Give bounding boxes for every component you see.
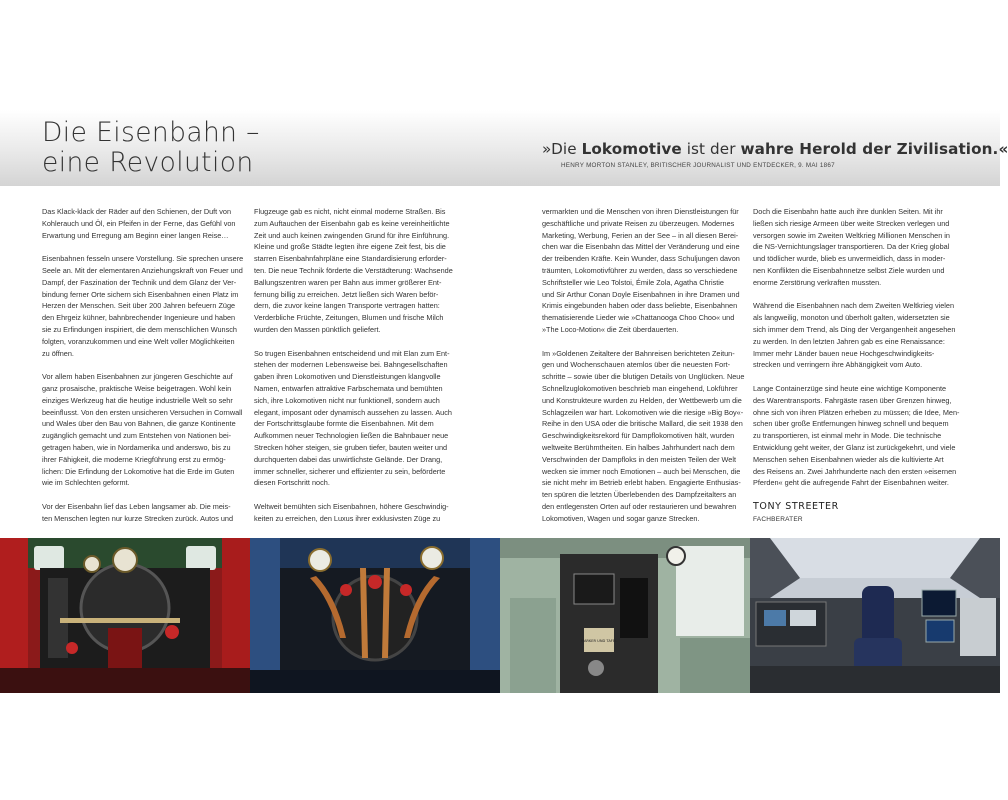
text-line: Doch die Eisenbahn hatte auch ihre dunklen Seiten. Mit ihr (753, 207, 943, 216)
text-line: des Reisens an. Zwei Jahrhunderte nach den ersten »eisernen (753, 466, 957, 476)
text-line: Entwicklung geht weiter, der Glanz ist zurückgekehrt, und viele (753, 442, 956, 452)
text-line: getragen haben, wie in Nordamerika und anderswo, bis zu (42, 442, 231, 452)
text-line: und tödlicher wurde, blieb es unvermeidlich, dass in moder- (753, 254, 946, 264)
text-line: Schlagzeilen war hart. Lokomotiven wie die riesige »Big Boy«- (542, 407, 744, 417)
page-title (42, 118, 260, 178)
text-line: zum Auftauchen der Eisenbahn gab es keine vereinheitlichte (254, 218, 450, 228)
paragraph (753, 300, 963, 371)
text-line: Immer mehr Länder bauen neue Hochgeschwindigkeits- (753, 348, 935, 358)
text-line: der treibenden Kräfte. Kein Wunder, dass Schuljungen davon (542, 254, 740, 264)
text-line: Dampf, der Faszination der Technik und dem Glanz der Ver- (42, 277, 237, 287)
text-line: weltweite Berühmtheiten. Ein halbes Jahrhundert nach dem (542, 442, 735, 452)
text-line: schritte – sowie über die blutigen Details von Unglücken. Neue (542, 372, 745, 382)
text-line: sich immer dem Trend, als Ding der Vergangenheit angesehen (753, 324, 956, 334)
steam-cab-blue-photo (250, 538, 500, 693)
text-line: keiten zu erreichen, den Luxus ihrer exklusivsten Züge zu (254, 513, 441, 523)
text-line: den Ehrgeiz kühner, bahnbrechender Ingenieure und haben (42, 313, 236, 323)
text-line: lichen: Die Erfindung der Lokomotive hat die Erde im Guten (42, 466, 235, 476)
text-line: träumten, Lokomotivführer zu werden, dass so verschiedene (542, 265, 738, 275)
quote-bold-2: wahre Herold der Zivilisation. (740, 140, 999, 158)
text-line: des Warentransports. Fahrgäste rasen über Grenzen hinweg, (753, 395, 952, 405)
text-line: Krimis eingebunden haben oder dass beliebte, Eisenbahnen (542, 301, 738, 311)
text-line: Pferden« geht die aufregende Fahrt der Eisenbahnen weiter. (753, 478, 949, 488)
plate-text: MARKER UND TAFEL (580, 639, 618, 643)
text-line: beeinflusst. Von den ersten unsicheren Versuchen in Cornwall (42, 407, 243, 417)
quote-bold-1: Lokomotive (581, 140, 682, 158)
text-line: elegant, imposant oder dynamisch aussehen zu lassen. Auch (254, 407, 452, 417)
text-line: einziges Werkzeug hat die heutige industrielle Welt so sehr (42, 395, 233, 405)
quote-close: « (998, 140, 1008, 158)
text-line: »The Loco-Motion« die Zeit überdauerten. (542, 324, 679, 334)
text-line: chen war die Eisenbahn das Mittel der Veränderung und eine (542, 242, 740, 252)
text-line: Lange Containerzüge sind heute eine wichtige Komponente (753, 383, 947, 393)
text-column-4 (753, 206, 963, 526)
text-line: Lokomotiven, Wagen und sogar ganze Strecken. (542, 513, 700, 523)
text-line: der Fortschrittsglaube formte die Eisenbahnen. Mit dem (254, 419, 434, 429)
text-line: Verderbliche Früchte, Zeitungen, Blumen und frische Milch (254, 313, 444, 323)
text-line: Namen, entwarfen attraktive Farbschemata und bemühten (254, 383, 443, 393)
pull-quote (542, 140, 1008, 158)
paragraph (42, 501, 252, 525)
text-line: Während die Eisenbahnen nach dem Zweiten Weltkrieg vielen (753, 301, 955, 311)
quote-mid: ist der (681, 140, 741, 158)
text-line: wurden den Massen pünktlich geliefert. (254, 324, 381, 334)
text-line: Das Klack-klack der Räder auf den Schienen, der Duft von (42, 207, 232, 216)
author-name: TONY STREETER (753, 500, 839, 512)
title-line-1: Die Eisenbahn – (42, 117, 260, 148)
paragraph (254, 206, 464, 336)
text-line: sie nicht mehr im Betrieb erlebt haben. Engagierte Enthusias- (542, 478, 741, 488)
text-line: zu öffnen. (42, 348, 74, 358)
paragraph (254, 348, 464, 490)
text-line: Aufkommen neuer Technologien ließen die Bahnbauer neue (254, 431, 449, 441)
text-column-2 (254, 206, 464, 536)
text-line: Menschen sehen Eisenbahnen wieder als die kultivierte Art (753, 454, 944, 464)
paragraph (542, 348, 752, 525)
text-line: durchquerten dabei das unwirtlichste Gelände. Der Drang, (254, 454, 443, 464)
text-line: und Sir Arthur Conan Doyle Eisenbahnen in ihre Dramen und (542, 289, 740, 299)
text-line: stehen der modernen Lebensweise bei. Bahngesellschaften (254, 360, 448, 370)
text-line: strecken und verringern ihre Abhängigkeit vom Auto. (753, 360, 923, 370)
text-line: fernung billig zu erreichen. Jetzt ließen sich Waren beför- (254, 289, 439, 299)
text-line: gaben ihren Lokomotiven und Dienstleistungen klangvolle (254, 372, 441, 382)
quote-open: »Die (542, 140, 582, 158)
text-line: Seele an. Mit der elementaren Anziehungskraft von Feuer und (42, 265, 243, 275)
text-line: Zeit und auch keinen zwingenden Grund für ihre Einführung. (254, 230, 450, 240)
modern-cab-photo (750, 538, 1000, 693)
text-line: sich, ihre Lokomotiven nicht nur funktionell, sondern auch (254, 395, 440, 405)
text-line: Geschwindigkeitsrekord für Dampflokomotiven hält, wurden (542, 431, 735, 441)
text-line: versorgen sowie im Zweiten Weltkrieg Millionen Menschen in (753, 230, 950, 240)
paragraph (42, 371, 252, 489)
text-line: die NS-Vernichtungslager transportieren. Da der Krieg global (753, 242, 950, 252)
text-column-3 (542, 206, 752, 536)
text-line: Erwartung und Erregung am Beginn einer langen Reise… (42, 230, 229, 240)
paragraph (254, 501, 464, 525)
text-line: immer schneller, sicherer und effizienter zu sein, beförderte (254, 466, 446, 476)
electric-cab-green-photo (500, 538, 750, 693)
text-line: nen Konflikten die Eisenbahnnetze selbst Ziele wurden und (753, 265, 945, 275)
steam-cab-red-photo (0, 538, 250, 693)
text-line: Flugzeuge gab es nicht, nicht einmal moderne Straßen. Bis (254, 207, 446, 216)
text-line: thematisierende Lieder wie »Chattanooga Choo Choo« und (542, 313, 735, 323)
text-line: vermarkten und die Menschen von ihren Dienstleistungen für (542, 207, 739, 216)
text-line: ten Menschen legten nur kurze Strecken zurück. Autos und (42, 513, 234, 523)
text-line: Eisenbahnen fesseln unsere Vorstellung. Sie sprechen unsere (42, 254, 244, 264)
text-line: ten. Die neue Technik förderte die Verstädterung: Wachsende (254, 265, 453, 275)
paragraph (753, 206, 963, 289)
text-line: dern, die zuvor keine langen Transporte vertragen hatten: (254, 301, 440, 311)
text-line: zu werden. In den letzten Jahren gab es eine Renaissance: (753, 336, 945, 346)
title-line-2: eine Revolution (42, 147, 254, 178)
text-line: folgten, voranzukommen und eine Welt voller Möglichkeiten (42, 336, 235, 346)
text-line: So trugen Eisenbahnen entscheidend und mit Elan zum Ent- (254, 348, 450, 358)
text-line: ten spüren die letzten Überlebenden des Dampfzeitalters an (542, 490, 737, 500)
quote-source: HENRY MORTON STANLEY, BRITISCHER JOURNALIST UND ENTDECKER, 9. MAI 1867 (561, 162, 835, 169)
paragraph (542, 206, 752, 336)
text-line: als langweilig, monoton und überholt galten, widersetzten sie (753, 313, 950, 323)
photo-strip (0, 538, 1000, 693)
text-line: den entlegensten Orten auf oder restaurieren und bewahren (542, 501, 737, 511)
text-line: Verschwinden der Dampfloks in den meisten Teilen der Welt (542, 454, 737, 464)
text-line: ganz prosaische, praktische Weise beigetragen. Wohl kein (42, 383, 232, 393)
text-line: Herzen der Menschen. Seit über 200 Jahren befeuern Züge (42, 301, 236, 311)
text-line: Kohlerauch und Öl, ein Pfeifen in der Ferne, das Gefühl von (42, 218, 236, 228)
text-line: wecken sie immer noch Emotionen – auch bei Menschen, die (542, 466, 741, 476)
text-line: enorme Zerstörung verkraften mussten. (753, 277, 882, 287)
text-line: wie im Schlechten geformt. (42, 478, 130, 488)
text-line: zu transportieren, ist einmal mehr in Mode. Die technische (753, 431, 942, 441)
author-role: FACHBERATER (753, 515, 803, 523)
text-line: geschäftliche und private Reisen zu überzeugen. Modernes (542, 218, 735, 228)
text-line: gen und Wochenschauen atemlos über die neuesten Fort- (542, 360, 731, 370)
text-line: zugänglich gemacht und zum Entstehen von Nationen bei- (42, 431, 232, 441)
text-line: Strecken höher steigen, sie gruben tiefer, bauten weiter und (254, 442, 448, 452)
text-line: sie zu Erfindungen inspiriert, die dem menschlichen Wunsch (42, 324, 237, 334)
text-line: Weltweit bemühten sich Eisenbahnen, höhere Geschwindig- (254, 501, 449, 511)
text-line: schen über große Entfernungen hinweg schnell und bequem (753, 419, 949, 429)
text-line: Kleine und große Städte legten ihre eigene Zeit fest, bis die (254, 242, 446, 252)
text-line: Vor der Eisenbahn lief das Leben langsamer ab. Die meis- (42, 501, 231, 511)
text-line: diesen Fortschritt noch. (254, 478, 330, 488)
text-line: und Konstrukteure wurden zu Helden, der Wettbewerb um die (542, 395, 742, 405)
text-line: ihrer Fähigkeit, die moderne Kriegführung erst zu ermög- (42, 454, 226, 464)
text-line: ließen sich riesige Armeen über weite Strecken verlegen und (753, 218, 950, 228)
text-line: Schnellzuglokomotiven beschrieb man eingehend, Lokführer (542, 383, 738, 393)
text-line: Im »Goldenen Zeitaltere der Bahnreisen berichteten Zeitun- (542, 348, 735, 358)
text-line: starren Eisenbahnfahrpläne eine Standardisierung erforder- (254, 254, 447, 264)
text-line: Ballungszentren waren per Bahn aus immer größerer Ent- (254, 277, 442, 287)
text-line: Marketing, Werbung, Ferien an der See – in all diesen Berei- (542, 230, 739, 240)
text-column-1 (42, 206, 252, 536)
paragraph (42, 253, 252, 359)
text-line: ohne sich von ihren Plätzen erheben zu müssen; die Idee, Men- (753, 407, 960, 417)
paragraph (42, 206, 252, 241)
text-line: und Wales über den Bau von Bahnen, die ganze Kontinente (42, 419, 236, 429)
paragraph (753, 383, 963, 489)
text-line: bindung ferner Orte sichern sich Eisenbahnen einen Platz im (42, 289, 239, 299)
text-line: Schriftsteller wie Leo Tolstoi, Émile Zola, Agatha Christie (542, 277, 724, 287)
text-line: Vor allem haben Eisenbahnen zur jüngeren Geschichte auf (42, 372, 233, 382)
text-line: Reihe in den USA oder die britische Mallard, die seit 1938 den (542, 419, 743, 429)
